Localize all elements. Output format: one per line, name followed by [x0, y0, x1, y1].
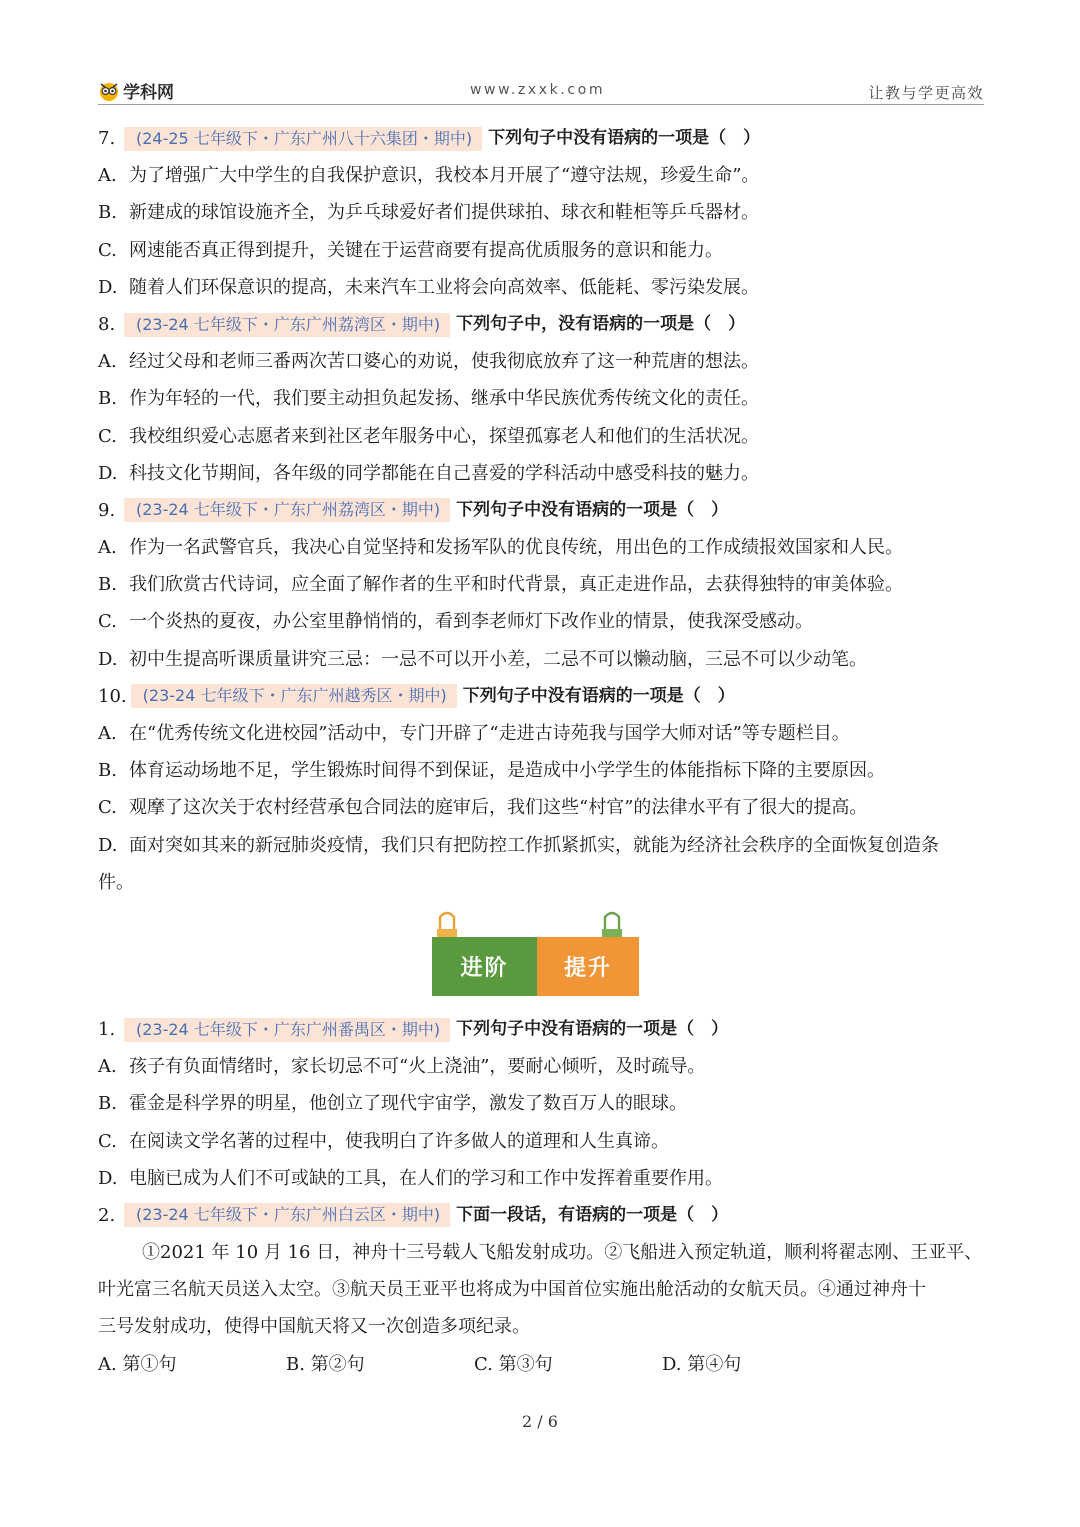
banner-right-label: 提升 [537, 937, 639, 996]
option-text: 作为一名武警官兵，我决心自觉坚持和发扬军队的优良传统，用出色的工作成绩报效国家和人民。 [129, 537, 903, 559]
question-number: 8. [98, 313, 116, 335]
option-row [98, 157, 988, 194]
question-7-header [98, 120, 988, 157]
option-row [98, 529, 988, 566]
option-label: A. [98, 537, 117, 559]
option-text: 随着人们环保意识的提高，未来汽车工业将会向高效率、低能耗、零污染发展。 [129, 276, 759, 298]
question-source-tag: (23-24 七年级下・广东广州荔湾区・期中) [124, 498, 450, 522]
question-9-header [98, 492, 988, 529]
option-label: D. [98, 648, 118, 670]
option-label: A. [98, 1056, 117, 1078]
option-row [98, 1346, 988, 1383]
option-text: 一个炎热的夏夜，办公室里静悄悄的，看到李老师灯下改作业的情景，使我深受感动。 [129, 611, 813, 633]
option-label: B. [98, 574, 117, 596]
option-text: 我们欣赏古代诗词，应全面了解作者的生平和时代背景，真正走进作品，去获得独特的审美体验。 [129, 574, 903, 596]
question-stem: 下列句子中，没有语病的一项是（ ） [456, 313, 746, 334]
option-label: A. [98, 165, 117, 187]
option-row [98, 194, 988, 231]
option-text: 为了增强广大中学生的自我保护意识，我校本月开展了“遵守法规，珍爱生命”。 [129, 165, 760, 187]
question-b2-header [98, 1197, 988, 1234]
option-text: 体育运动场地不足，学生锻炼时间得不到保证，是造成中小学学生的体能指标下降的主要原因。 [129, 760, 885, 782]
slogan: 让教与学更高效 [868, 84, 984, 102]
option-text: 新建成的球馆设施齐全，为乒乓球爱好者们提供球拍、球衣和鞋柜等乒乓器材。 [129, 202, 759, 224]
question-stem: 下列句子中没有语病的一项是（ ） [456, 1018, 729, 1039]
question-source-tag: (24-25 七年级下・广东广州八十六集团・期中) [124, 127, 482, 151]
option-row [98, 641, 988, 678]
advanced-banner [432, 937, 639, 996]
option-row [98, 1123, 988, 1160]
option-label: C. [98, 425, 117, 447]
question-source-tag: (23-24 七年级下・广东广州番禺区・期中) [124, 1018, 450, 1042]
option-row [98, 232, 988, 269]
option-b: B. 第②句 [286, 1353, 365, 1375]
option-text: 我校组织爱心志愿者来到社区老年服务中心，探望孤寡老人和他们的生活状况。 [129, 425, 759, 447]
option-label: C. [98, 239, 117, 261]
option-c: C. 第③句 [474, 1353, 553, 1375]
owl-logo-icon [98, 80, 120, 102]
option-text: 面对突如其来的新冠肺炎疫情，我们只有把防控工作抓紧抓实，就能为经济社会秩序的全面恢复创造条 [129, 834, 939, 856]
option-row [98, 827, 988, 864]
option-row [98, 789, 988, 826]
option-text: 电脑已成为人们不可或缺的工具，在人们的学习和工作中发挥着重要作用。 [129, 1167, 723, 1189]
option-text: 霍金是科学界的明星，他创立了现代宇宙学，激发了数百万人的眼球。 [129, 1093, 687, 1115]
option-a: A. 第①句 [98, 1353, 177, 1375]
question-stem: 下列句子中没有语病的一项是（ ） [456, 499, 729, 520]
option-text: 初中生提高听课质量讲究三忌：一忌不可以开小差，二忌不可以懒动脑，三忌不可以少动笔。 [129, 648, 867, 670]
option-row [98, 1160, 988, 1197]
option-row [98, 418, 988, 455]
logo[interactable] [98, 78, 174, 103]
option-row [98, 1048, 988, 1085]
option-text: 作为年轻的一代，我们要主动担负起发扬、继承中华民族优秀传统文化的责任。 [129, 388, 759, 410]
option-d: D. 第④句 [662, 1353, 742, 1375]
option-text: 在阅读文学名著的过程中，使我明白了许多做人的道理和人生真谛。 [129, 1130, 669, 1152]
site-url[interactable]: www.zxxk.com [470, 82, 606, 98]
option-label: B. [98, 202, 117, 224]
option-label: C. [98, 797, 117, 819]
option-row [98, 455, 988, 492]
banner-left-label: 进阶 [432, 937, 537, 996]
option-row [98, 343, 988, 380]
question-number: 1. [98, 1018, 116, 1040]
option-label: D. [98, 1167, 118, 1189]
option-label: B. [98, 1093, 117, 1115]
option-label: B. [98, 388, 117, 410]
option-row [98, 269, 988, 306]
section-banner [98, 901, 988, 1011]
question-source-tag: (23-24 七年级下・广东广州白云区・期中) [124, 1203, 450, 1227]
option-text: 观摩了这次关于农村经营承包合同法的庭审后，我们这些“村官”的法律水平有了很大的提高。 [129, 797, 868, 819]
question-number: 9. [98, 499, 116, 521]
option-continuation: 件。 [98, 871, 134, 893]
question-content [98, 120, 988, 1383]
question-source-tag: (23-24 七年级下・广东广州荔湾区・期中) [124, 313, 450, 337]
question-b1-header [98, 1011, 988, 1048]
option-text: 孩子有负面情绪时，家长切忌不可“火上浇油”，要耐心倾听，及时疏导。 [129, 1056, 706, 1078]
question-stem: 下列句子中没有语病的一项是（ ） [488, 128, 761, 148]
option-row [98, 380, 988, 417]
passage-line: 叶光富三名航天员送入太空。③航天员王亚平也将成为中国首位实施出舱活动的女航天员。④通过神舟十 [98, 1279, 926, 1301]
question-stem: 下面一段话，有语病的一项是（ ） [456, 1204, 729, 1225]
option-label: D. [98, 276, 118, 298]
option-row [98, 1085, 988, 1122]
option-label: A. [98, 351, 117, 373]
option-row [98, 603, 988, 640]
option-text: 网速能否真正得到提升，关键在于运营商要有提高优质服务的意识和能力。 [129, 239, 723, 261]
question-stem: 下列句子中没有语病的一项是（ ） [462, 685, 735, 706]
passage-line: 三号发射成功，使得中国航天将又一次创造多项纪录。 [98, 1316, 530, 1338]
question-10-header [98, 678, 988, 715]
option-label: C. [98, 1130, 117, 1152]
option-row [98, 566, 988, 603]
option-label: A. [98, 723, 117, 744]
question-8-header [98, 306, 988, 343]
option-label: D. [98, 834, 118, 856]
option-label: B. [98, 760, 117, 782]
question-number: 2. [98, 1204, 116, 1226]
question-number: 7. [98, 128, 116, 149]
option-row [98, 715, 988, 752]
option-row [98, 752, 988, 789]
question-source-tag: (23-24 七年级下・广东广州越秀区・期中) [131, 684, 457, 708]
option-text: 在“优秀传统文化进校园”活动中，专门开辟了“走进古诗苑我与国学大师对话”等专题栏目。 [129, 723, 850, 744]
option-label: C. [98, 611, 117, 633]
option-text: 科技文化节期间，各年级的同学都能在自己喜爱的学科活动中感受科技的魅力。 [129, 462, 759, 484]
page-header [98, 74, 984, 105]
option-label: D. [98, 462, 118, 484]
page-number: 2 / 6 [522, 1412, 558, 1431]
question-number: 10. [98, 685, 127, 707]
logo-text: 学科网 [123, 83, 174, 103]
option-text: 经过父母和老师三番两次苦口婆心的劝说，使我彻底放弃了这一种荒唐的想法。 [129, 351, 759, 373]
passage-line: ①2021 年 10 月 16 日，神舟十三号载人飞船发射成功。②飞船进入预定轨道，顺利将翟志刚、王亚平、 [142, 1242, 983, 1264]
